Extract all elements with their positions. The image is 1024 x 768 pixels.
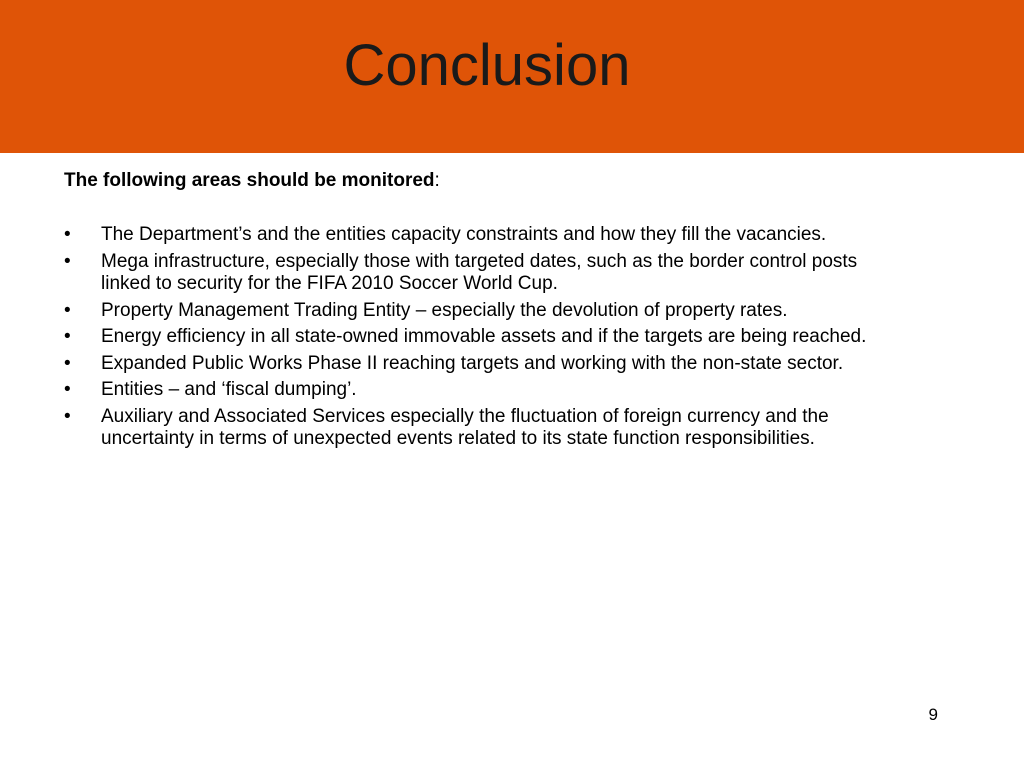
bullet-text: Energy efficiency in all state-owned immovable assets and if the targets are being reached. (101, 326, 867, 347)
bullet-item (64, 353, 904, 376)
intro-colon: : (434, 170, 440, 191)
bullet-item (64, 300, 904, 323)
bullet-text: The Department’s and the entities capacity constraints and how they fill the vacancies. (101, 224, 827, 245)
bullet-item (64, 224, 904, 247)
intro-heading: The following areas should be monitored (64, 170, 435, 191)
bullet-icon: • (64, 250, 71, 272)
bullet-list (64, 224, 904, 455)
bullet-item (64, 326, 904, 349)
bullet-text: Auxiliary and Associated Services especially the fluctuation of foreign currency and the uncertainty in terms of unexpected events related to its state function responsibilities. (101, 405, 829, 449)
intro-text (64, 169, 440, 193)
bullet-text: Entities – and ‘fiscal dumping’. (101, 379, 357, 400)
bullet-text: Mega infrastructure, especially those with targeted dates, such as the border control posts linked to security for the FIFA 2010 Soccer World Cup. (101, 250, 858, 294)
bullet-icon: • (64, 379, 71, 400)
bullet-text: Property Management Trading Entity – especially the devolution of property rates. (101, 299, 788, 321)
bullet-item (64, 251, 904, 296)
bullet-icon: • (64, 224, 71, 245)
bullet-text: Expanded Public Works Phase II reaching targets and working with the non-state sector. (101, 352, 844, 374)
bullet-icon: • (64, 326, 71, 347)
bullet-icon: • (64, 299, 71, 321)
bullet-icon: • (64, 352, 71, 374)
bullet-item (64, 379, 904, 402)
page-number: 9 (928, 705, 938, 724)
slide-title: Conclusion (343, 33, 631, 98)
bullet-item (64, 406, 904, 451)
bullet-icon: • (64, 405, 71, 427)
title-banner (0, 0, 1024, 153)
